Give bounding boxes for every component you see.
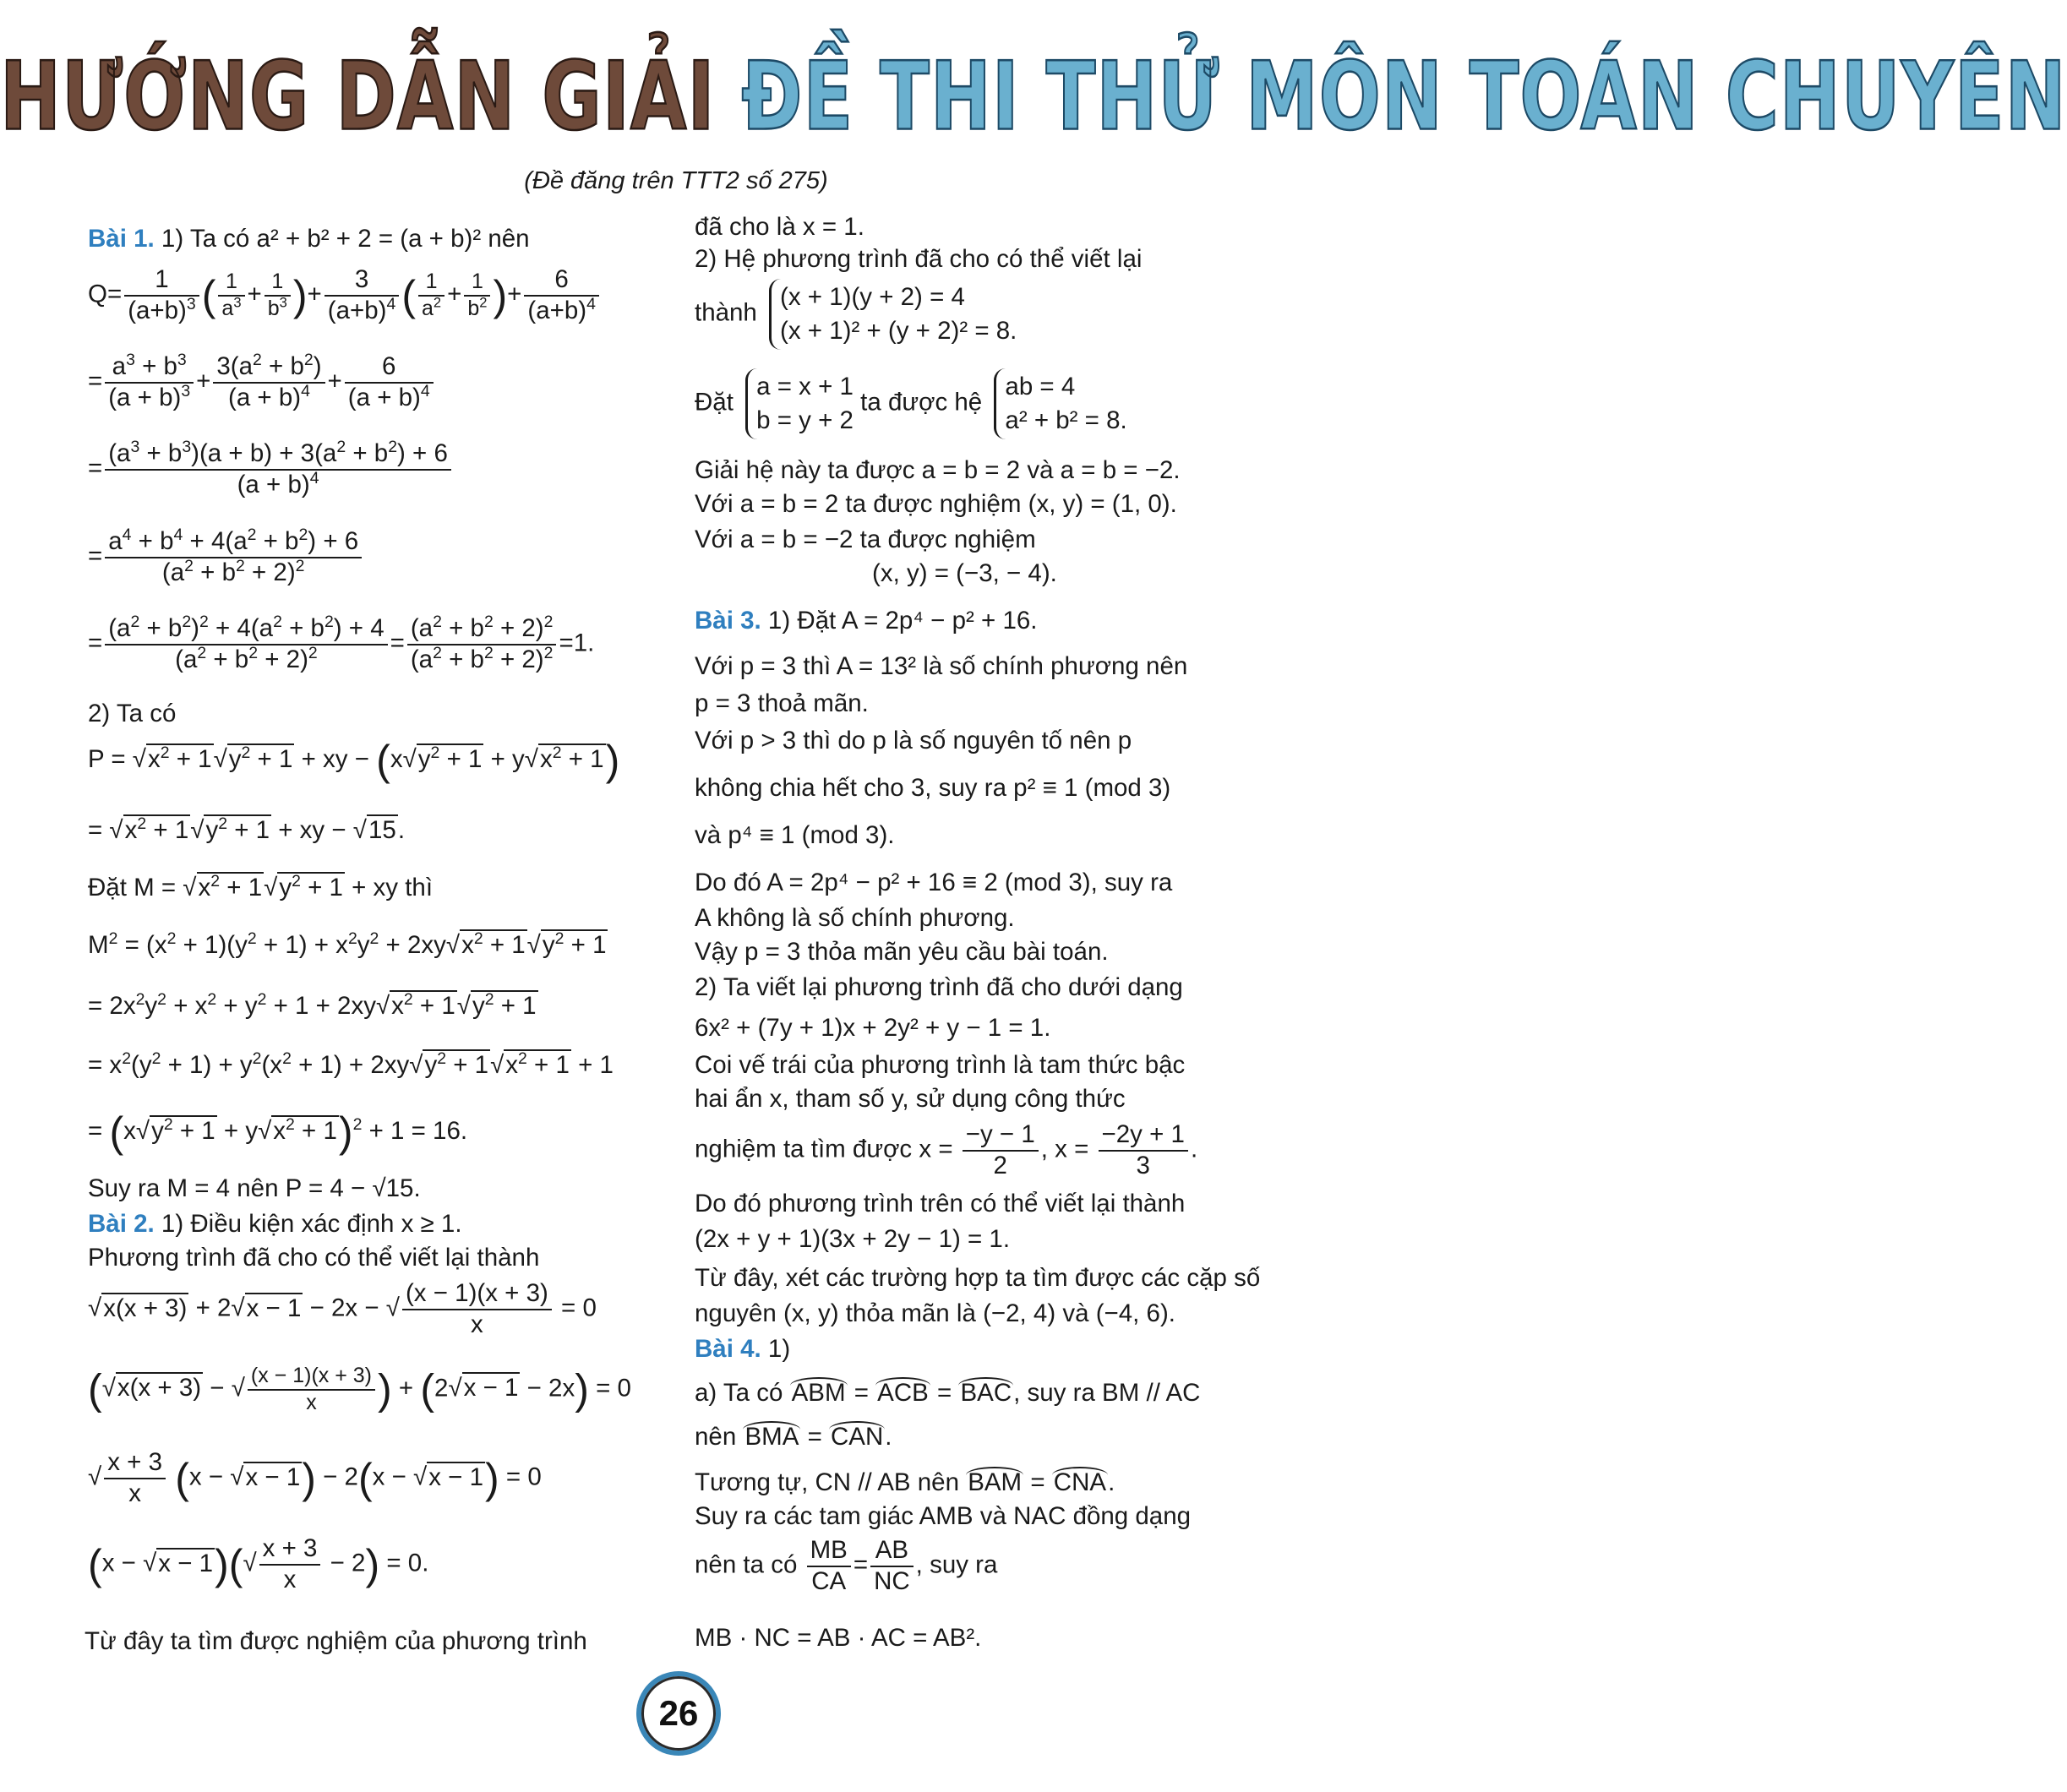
- b4-suy: Suy ra các tam giác AMB và NAC đồng dạng: [695, 1502, 1192, 1530]
- subtitle: (Đề đăng trên TTT2 số 275): [524, 167, 828, 194]
- b3-line6: và p⁴ ≡ 1 (mod 3).: [695, 821, 895, 849]
- m-sq-4: = $(x√y^2 + 1 + y√x^2 + 1)^2 + 1 = 16$.: [88, 1108, 468, 1157]
- b3-line3: p = 3 thoả mãn.: [695, 689, 869, 717]
- p-intro: 2) Ta có: [88, 700, 177, 727]
- suy-ra-m: Suy ra M = 4 nên P = 4 − √15.: [88, 1174, 421, 1202]
- b4-tuong-tu: Tương tự, CN // AB nên BAM = CNA.: [695, 1468, 1115, 1496]
- r-line2: 2) Hệ phương trình đã cho có thể viết lại: [695, 245, 1143, 273]
- b3-line18: nguyên (x, y) thỏa mãn là (−2, 4) và (−4, 6).: [695, 1299, 1175, 1327]
- b3-line10: 2) Ta viết lại phương trình đã cho dưới dạng: [695, 973, 1183, 1001]
- b3-line8: A không là số chính phương.: [695, 904, 1015, 932]
- b3-line11: 6x² + (7y + 1)x + 2y² + y − 1 = 1.: [695, 1014, 1051, 1042]
- b3-roots: nghiệm ta tìm được x = $\frac{-y - 1}{2}$ , x = $\frac{-2y + 1}{3}$ .: [695, 1120, 1198, 1179]
- q-step3: = $\frac{a^4 + b^4 + 4(a^2 + b^2) + 6}{(a^2 + b^2 + 2)^2}$: [88, 527, 364, 588]
- b3-line13: hai ẩn x, tham số y, sử dụng công thức: [695, 1085, 1126, 1113]
- title-part2: ĐỀ THI THỬ MÔN TOÁN CHUYÊN: [741, 42, 2067, 152]
- b2-eq1: √x(x + 3) + 2√x − 1 − 2x − √ $\frac{(x - 1)(x + 3)}{x}$ = 0: [88, 1279, 597, 1338]
- r-line8: (x, y) = (−3, − 4).: [872, 559, 1057, 587]
- title-part1: HƯỚNG DẪN GIẢI: [0, 42, 716, 152]
- b4-heading: Bài 4. 1): [695, 1335, 791, 1363]
- r-line6: Với a = b = 2 ta được nghiệm (x, y) = (1, 0).: [695, 490, 1177, 518]
- b2-eq3: √ $\frac{x + 3}{x}$ (x − √x − 1) − 2(x − √x − 1) = 0: [88, 1448, 542, 1507]
- b3-heading: Bài 3. 1) Đặt A = 2p⁴ − p² + 16.: [695, 607, 1038, 635]
- b3-line17: Từ đây, xét các trường hợp ta tìm được các cặp số: [695, 1264, 1261, 1292]
- m-sq-2: = $2x^2y^2 + x^2 + y^2 + 1 + 2xy√x^2 + 1√y^2 + 1$: [88, 990, 537, 1020]
- b4-last: MB · NC = AB · AC = AB².: [695, 1624, 982, 1652]
- b3-line5: không chia hết cho 3, suy ra p² ≡ 1 (mod 3): [695, 774, 1171, 802]
- b4-nen: nên BMA = CAN.: [695, 1423, 892, 1451]
- b2-eq2: (√x(x + 3) − √ $\frac{(x - 1)(x + 3)}{x}$ ) + (2√x − 1 − 2x) = 0: [88, 1364, 631, 1414]
- system-2: Đặt a = x + 1 b = y + 2 ta được hệ ab = 4 a² + b² = 8.: [695, 368, 1127, 439]
- m-sq-1: $M^2 = (x^2 + 1)(y^2 + 1) + x^2y^2 + 2xy√x^2 + 1√y^2 + 1$: [88, 929, 607, 959]
- b2-end: Từ đây ta tìm được nghiệm của phương trình: [85, 1627, 587, 1655]
- b2-eq4: (x − √x − 1)(√ $\frac{x + 3}{x}$ − 2) = 0.: [88, 1534, 429, 1593]
- q-step2: = $\frac{(a^3 + b^3)(a + b) + 3(a^2 + b^2) + 6}{(a + b)^4}$: [88, 439, 454, 500]
- b3-line2: Với p = 3 thì A = 13² là số chính phương nên: [695, 652, 1188, 680]
- r-line5: Giải hệ này ta được a = b = 2 và a = b = −2.: [695, 456, 1181, 484]
- b4-ratio: nên ta có $\frac{MB}{CA}$ = $\frac{AB}{NC}$ , suy ra: [695, 1536, 998, 1595]
- b1-heading: Bài 1. 1) Ta có a² + b² + 2 = (a + b)² nên: [88, 225, 530, 253]
- page-title: [0, 42, 2067, 152]
- system-1: thành (x + 1)(y + 2) = 4 (x + 1)² + (y + 2)² = 8.: [695, 279, 1017, 350]
- r-line7: Với a = b = −2 ta được nghiệm: [695, 526, 1036, 553]
- dat-m: Đặt $M = √x^2 + 1√y^2 + 1$ + xy thì: [88, 872, 434, 901]
- b4-a: a) Ta có ABM = ACB = BAC, suy ra BM // AC: [695, 1379, 1201, 1407]
- page-number: 26: [641, 1676, 716, 1751]
- b3-line16: (2x + y + 1)(3x + 2y − 1) = 1.: [695, 1225, 1011, 1253]
- b2-rewrite: Phương trình đã cho có thể viết lại thành: [88, 1244, 540, 1272]
- m-sq-3: = $x^2(y^2 + 1) + y^2(x^2 + 1) + 2xy√y^2 + 1√x^2 + 1 + 1$: [88, 1049, 614, 1079]
- b3-line4: Với p > 3 thì do p là số nguyên tố nên p: [695, 727, 1132, 754]
- b3-line12: Coi vế trái của phương trình là tam thức bậc: [695, 1051, 1186, 1079]
- q-step1: = $\frac{a^3 + b^3}{(a + b)^3}$ + $\frac{3(a^2 + b^2)}{(a + b)^4}$ + $\frac{6}{(a + b)^4}$: [88, 352, 436, 413]
- b2-heading: Bài 2. 1) Điều kiện xác định x ≥ 1.: [88, 1210, 462, 1238]
- q-step4: = $\frac{(a^2 + b^2)^2 + 4(a^2 + b^2) + 4}{(a^2 + b^2 + 2)^2}$ = $\frac{(a^2 + b^2 + 2)^2}{(a^2 + b^2 + 2)^2}$ =1.: [88, 613, 595, 673]
- b3-line9: Vậy p = 3 thỏa mãn yêu cầu bài toán.: [695, 938, 1109, 966]
- b3-line15: Do đó phương trình trên có thể viết lại thành: [695, 1190, 1186, 1217]
- p-def: $P = √x^2 + 1√y^2 + 1$ + xy − $(x√y^2 + 1 + y√x^2 + 1)$: [88, 737, 620, 785]
- q-expression: Q= $\frac{1}{(a+b)^3}$ ( $\frac{1}{a^3}$ + $\frac{1}{b^3}$ )+ $\frac{3}{(a+b)^4}$ ( $\frac{1}{a^2}$ + $\frac{1}{b^2}$ )+ $\frac{6}{(a+b)^4}$: [88, 265, 602, 326]
- r-line1: đã cho là x = 1.: [695, 213, 864, 241]
- b3-line7: Do đó A = 2p⁴ − p² + 16 ≡ 2 (mod 3), suy ra: [695, 869, 1173, 896]
- p-simplified: = $√x^2 + 1√y^2 + 1$ + xy − √15.: [88, 814, 406, 844]
